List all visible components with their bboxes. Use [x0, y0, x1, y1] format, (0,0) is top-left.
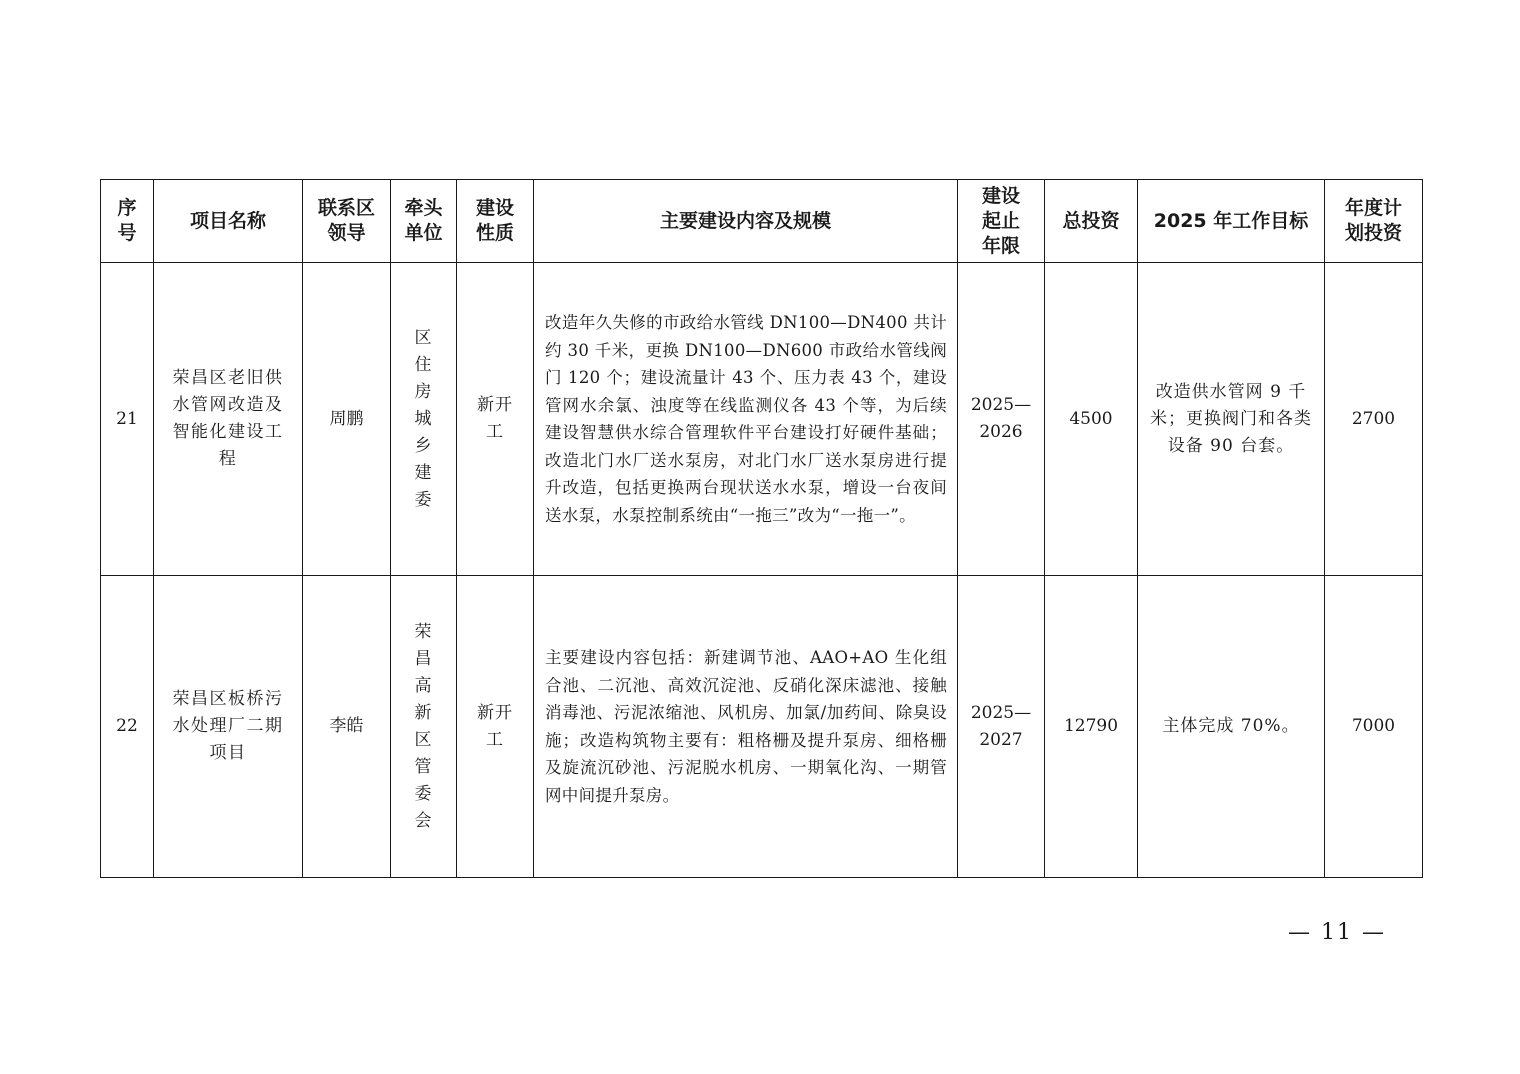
project-table: [100, 179, 1423, 878]
cell-lead-unit: 荣昌高新区管委会: [391, 576, 457, 878]
cell-period: 2025—2026: [958, 263, 1045, 576]
page-number: — 11 —: [1288, 920, 1386, 945]
table-row: [101, 263, 1423, 576]
cell-lead-unit: 区住房城乡建委: [391, 263, 457, 576]
header-annual: 年度计 划投资: [1325, 180, 1423, 263]
cell-goal: 主体完成 70%。: [1138, 576, 1325, 878]
cell-annual-investment: 7000: [1325, 576, 1423, 878]
cell-leader: 李皓: [303, 576, 391, 878]
cell-goal: 改造供水管网 9 千米；更换阀门和各类设备 90 台套。: [1138, 263, 1325, 576]
header-unit: 牵头 单位: [391, 180, 457, 263]
cell-leader: 周鹏: [303, 263, 391, 576]
cell-period: 2025—2027: [958, 576, 1045, 878]
header-nature: 建设 性质: [457, 180, 534, 263]
cell-content: 主要建设内容包括：新建调节池、AAO+AO 生化组合池、二沉池、高效沉淀池、反硝化深床滤池、接触消毒池、污泥浓缩池、风机房、加氯/加药间、除臭设施；改造构筑物主要有：粗格栅及提升泵房、细格栅及旋流沉砂池、污泥脱水机房、一期氧化沟、一期管网中间提升泵房。: [534, 576, 958, 878]
cell-project-name: 荣昌区老旧供水管网改造及智能化建设工程: [154, 263, 303, 576]
header-seq: 序 号: [101, 180, 154, 263]
header-period: 建设 起止 年限: [958, 180, 1045, 263]
cell-seq: 21: [101, 263, 154, 576]
cell-total-investment: 4500: [1045, 263, 1138, 576]
cell-nature: 新开工: [457, 263, 534, 576]
cell-content: 改造年久失修的市政给水管线 DN100—DN400 共计约 30 千米，更换 DN100—DN600 市政给水管线阀门 120 个；建设流量计 43 个、压力表 43 个，建设管网水余氯、浊度等在线监测仪各 43 个等，为后续建设智慧供水综合管理软件平台建设打好硬件基础；改造北门水厂送水泵房，对北门水厂送水泵房进行提升改造，包括更换两台现状送水水泵，增设一台夜间送水泵，水泵控制系统由“一拖三”改为“一拖一”。: [534, 263, 958, 576]
table-row: [101, 576, 1423, 878]
header-name: 项目名称: [154, 180, 303, 263]
header-leader: 联系区 领导: [303, 180, 391, 263]
cell-annual-investment: 2700: [1325, 263, 1423, 576]
cell-project-name: 荣昌区板桥污水处理厂二期项目: [154, 576, 303, 878]
header-goal: 2025 年工作目标: [1138, 180, 1325, 263]
cell-seq: 22: [101, 576, 154, 878]
header-total: 总投资: [1045, 180, 1138, 263]
table-header-row: [101, 180, 1423, 263]
cell-total-investment: 12790: [1045, 576, 1138, 878]
cell-nature: 新开工: [457, 576, 534, 878]
header-content: 主要建设内容及规模: [534, 180, 958, 263]
